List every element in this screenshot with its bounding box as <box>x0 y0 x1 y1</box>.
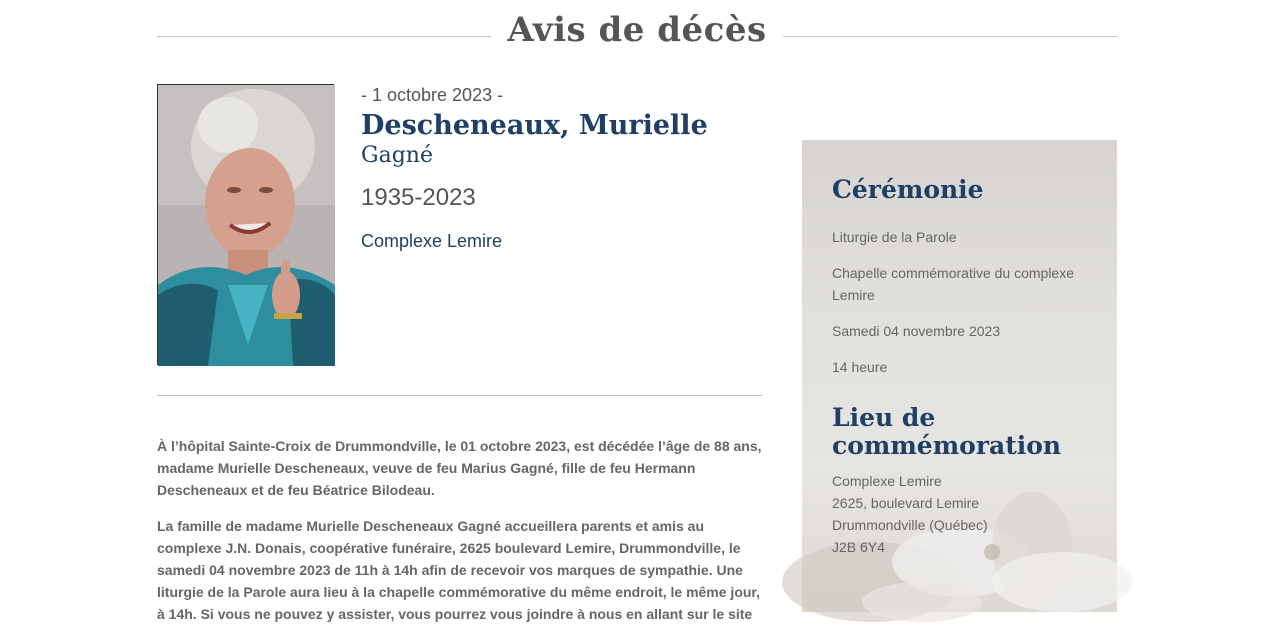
deceased-portrait <box>157 84 334 365</box>
venue-address <box>832 470 1092 558</box>
ceremony-heading: Cérémonie <box>832 175 984 204</box>
venue-postal-code: J2B 6Y4 <box>832 539 885 555</box>
death-date: - 1 octobre 2023 - <box>361 85 504 105</box>
ceremony-sidebar <box>802 140 1117 612</box>
obituary-paragraph: La famille de madame Murielle Descheneaux Gagné accueillera parents et amis au complexe J.N. Donais, coopérative funéraire, 2625 boulevard Lemire, Drummondville, le samedi 04 novembre 2023 de 11h à 14h afin de recevoir vos marques de sympathie. Une liturgie de la Parole aura lieu à la chapelle commémorative du même endroit, le même jour, à 14h. Si vous ne pouvez y assister, vous pourrez vous joindre à nous en allant sur le site <box>157 518 760 622</box>
ceremony-time: 14 heure <box>832 359 888 375</box>
obituary-summary <box>361 84 781 252</box>
obituary-paragraph: À l’hôpital Sainte-Croix de Drummondville, le 01 octobre 2023, est décédée l’âge de 88 ans, madame Murielle Descheneaux, veuve de feu Marius Gagné, fille de feu Hermann Descheneaux et de feu Béatrice Bilodeau. <box>157 438 762 498</box>
funeral-home-link[interactable]: Complexe Lemire <box>361 231 503 251</box>
deceased-name: Descheneaux, Murielle <box>361 110 708 141</box>
page-header <box>157 0 1117 70</box>
maiden-name: Gagné <box>361 143 433 168</box>
section-divider <box>157 395 762 396</box>
venue-city: Drummondville (Québec) <box>832 517 988 533</box>
venue-street: 2625, boulevard Lemire <box>832 495 980 511</box>
obituary-text <box>157 435 767 639</box>
life-years: 1935-2023 <box>361 184 476 211</box>
page-title: Avis de décès <box>157 10 1117 50</box>
ceremony-type: Liturgie de la Parole <box>832 229 957 245</box>
ceremony-location: Chapelle commémorative du complexe Lemire <box>832 265 1074 303</box>
venue-name: Complexe Lemire <box>832 473 942 489</box>
ceremony-date: Samedi 04 novembre 2023 <box>832 323 1001 339</box>
venue-heading: Lieu de commémoration <box>832 403 1062 460</box>
